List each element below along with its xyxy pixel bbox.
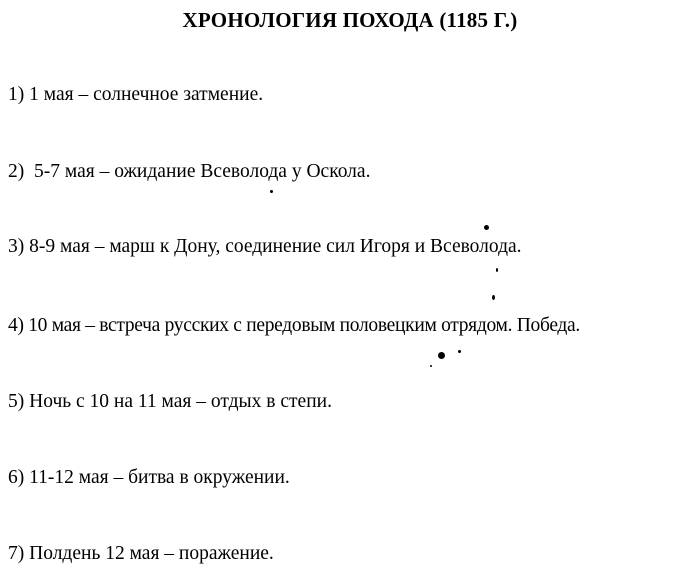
chronology-item-6 xyxy=(8,467,290,489)
item-text: 5-7 мая – ожидание Всеволода у Оскола. xyxy=(29,161,371,182)
document-title: ХРОНОЛОГИЯ ПОХОДА (1185 Г.) xyxy=(182,8,518,32)
scan-speck xyxy=(492,295,495,300)
item-number: 2) xyxy=(8,161,25,182)
item-text: 10 мая – встреча русских с передовым половецким отрядом. Победа. xyxy=(28,315,580,336)
item-number: 4) xyxy=(8,315,24,336)
chronology-item-4 xyxy=(8,315,580,337)
item-text: Полдень 12 мая – поражение. xyxy=(29,543,274,564)
scan-speck xyxy=(438,352,445,359)
item-number: 6) xyxy=(8,467,25,488)
chronology-item-2 xyxy=(8,161,370,183)
item-text: 11-12 мая – битва в окружении. xyxy=(29,467,290,488)
chronology-item-1 xyxy=(8,84,263,106)
scan-speck xyxy=(270,190,273,193)
item-text: Ночь с 10 на 11 мая – отдых в степи. xyxy=(29,391,332,412)
scan-speck xyxy=(430,365,432,367)
item-number: 3) xyxy=(8,236,25,257)
scan-speck xyxy=(458,350,461,353)
chronology-item-5 xyxy=(8,391,332,413)
chronology-item-3 xyxy=(8,236,522,258)
chronology-item-7 xyxy=(8,543,274,565)
scan-speck xyxy=(484,225,489,230)
item-number: 1) xyxy=(8,84,25,105)
item-text: 8-9 мая – марш к Дону, соединение сил Игоря и Всеволода. xyxy=(29,236,522,257)
scan-speck xyxy=(496,268,498,272)
item-number: 5) xyxy=(8,391,25,412)
item-number: 7) xyxy=(8,543,25,564)
item-text: 1 мая – солнечное затмение. xyxy=(29,84,264,105)
